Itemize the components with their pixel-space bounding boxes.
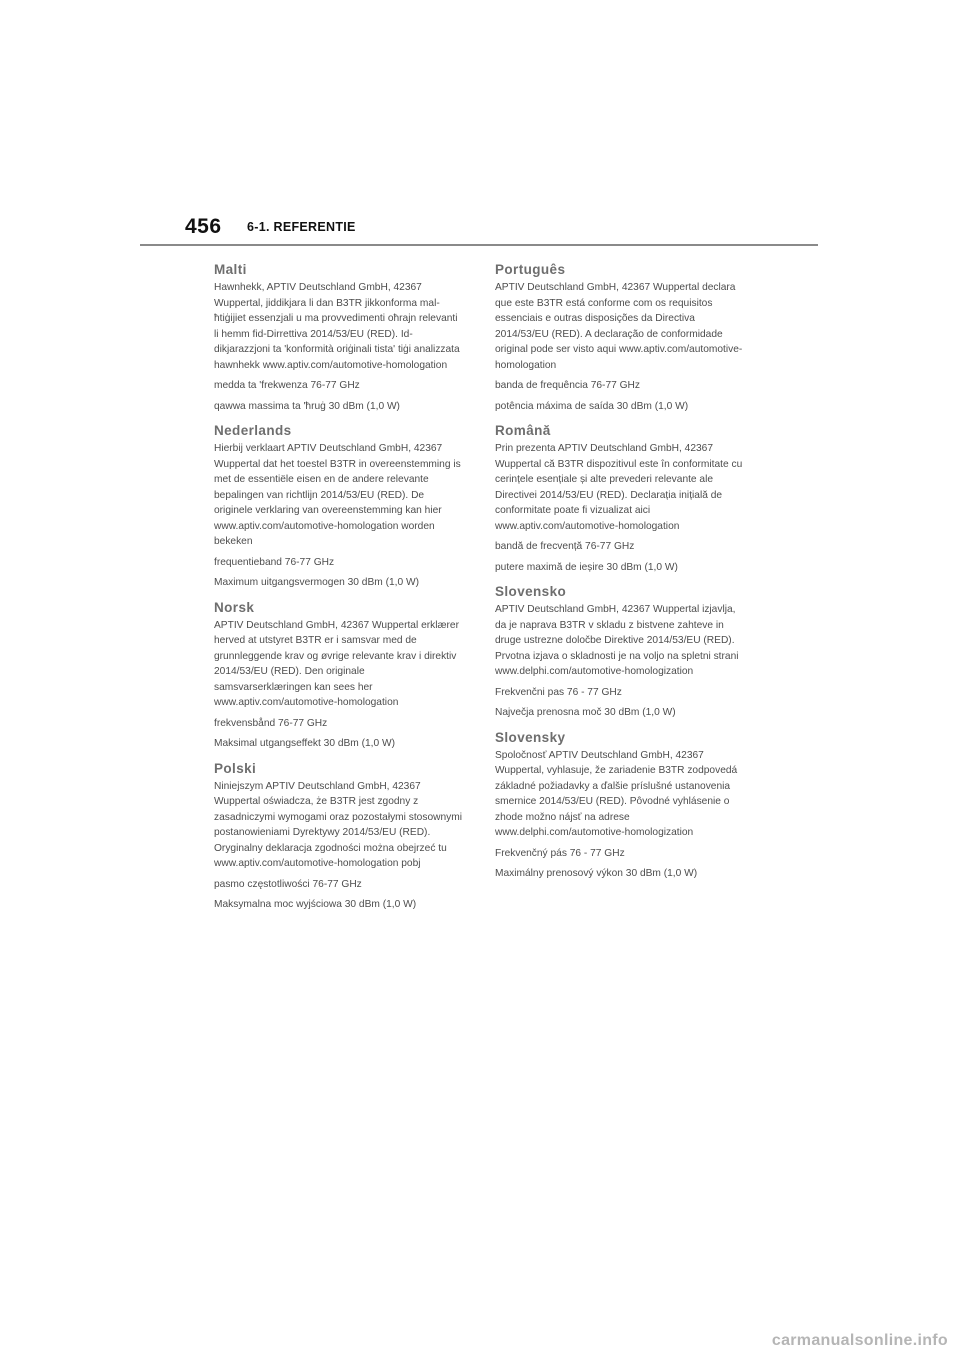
lang-block-norsk (214, 600, 464, 752)
left-column (214, 262, 464, 922)
lang-body: Niniejszym APTIV Deutschland GmbH, 42367 Wuppertal oświadcza, że B3TR jest zgodny z zasadniczymi wymogami oraz pozostałymi stosownymi postanowieniami Dyrektywy 2014/53/EU (RED). Oryginalny deklaracja zgodności można obejrzeć tu www.aptiv.com/automotive-homologation pobj (214, 780, 462, 869)
lang-block-malti (214, 262, 464, 414)
lang-title: Português (495, 262, 566, 277)
page-number: 456 (185, 215, 222, 238)
frequency-spec: medda ta 'frekwenza 76-77 GHz (214, 380, 360, 391)
lang-title: Slovensko (495, 584, 567, 599)
section-header: 6-1. REFERENTIE (247, 220, 356, 234)
power-spec: potência máxima de saída 30 dBm (1,0 W) (495, 400, 689, 412)
watermark: carmanualsonline.info (771, 1332, 948, 1349)
frequency-spec: pasmo częstotliwości 76-77 GHz (214, 878, 362, 890)
lang-body: APTIV Deutschland GmbH, 42367 Wuppertal declara que este B3TR está conforme com os requisitos essenciais e outras disposições da Directiva 2014/53/EU (RED). A declaração de conformidade original pode ser visto aqui www.aptiv.com/automotive-homologation (495, 282, 743, 371)
lang-body: Prin prezenta APTIV Deutschland GmbH, 42367 Wuppertal că B3TR dispozitivul este în conformitate cu cerințele esențiale și alte prevederi relevante ale Directivei 2014/53/EU (RED). Declarația inițială de conformitate poate fi vizualizat aici www.aptiv.com/automotive-homologation (495, 443, 743, 532)
lang-title: Polski (214, 760, 257, 776)
power-spec: Največja prenosna moč 30 dBm (1,0 W) (495, 707, 676, 718)
right-column (495, 262, 745, 891)
power-spec: Maximálny prenosový výkon 30 dBm (1,0 W) (495, 868, 698, 879)
lang-title: Malti (214, 262, 247, 277)
lang-block-slovensko (495, 584, 745, 721)
lang-title: Norsk (214, 599, 255, 615)
lang-block-romana (495, 423, 745, 575)
power-spec: putere maximă de ieșire 30 dBm (1,0 W) (495, 561, 678, 573)
power-spec: qawwa massima ta 'ħruġ 30 dBm (1,0 W) (214, 400, 400, 412)
power-spec: Maximum uitgangsvermogen 30 dBm (1,0 W) (214, 577, 419, 588)
lang-block-portugues (495, 262, 745, 414)
frequency-spec: bandă de frecvență 76-77 GHz (495, 541, 635, 552)
lang-body: Hawnhekk, APTIV Deutschland GmbH, 42367 Wuppertal, jiddikjara li dan B3TR jikkonforma mal-ħtiġijiet essenzjali u ma provvedimenti oħrajn relevanti li hemm fid-Dirrettiva 2014/53/EU (RED). Id-dikjarazzjoni ta 'konformità oriġinali tista' tiġi analizzata hawnhekk www.aptiv.com/automotive-homologation (214, 282, 460, 371)
frequency-spec: frequentieband 76-77 GHz (214, 556, 335, 568)
lang-title: Nederlands (214, 423, 292, 438)
header-rule (140, 244, 818, 246)
frequency-spec: frekvensbånd 76-77 GHz (214, 717, 328, 729)
lang-body: APTIV Deutschland GmbH, 42367 Wuppertal izjavlja, da je naprava B3TR v skladu z bistvene zahteve in druge ustrezne določbe Direktive 2014/53/EU (RED). Prvotna izjava o skladnosti je na voljo na spletni strani www.delphi.com/automotive-homologization (495, 604, 739, 677)
power-spec: Maksimal utgangseffekt 30 dBm (1,0 W) (214, 738, 395, 749)
lang-block-slovensky (495, 730, 745, 882)
lang-block-nederlands (214, 423, 464, 591)
lang-block-polski (214, 761, 464, 913)
lang-title: Slovensky (495, 729, 566, 745)
lang-title: Română (495, 423, 551, 438)
lang-body: APTIV Deutschland GmbH, 42367 Wuppertal erklærer herved at utstyret B3TR er i samsvar med de grunnleggende krav og øvrige relevante krav i direktiv 2014/53/EU (RED). Den originale samsvarserklæringen kan sees her www.aptiv.com/automotive-homologation (214, 619, 459, 708)
frequency-spec: Frekvenčný pás 76 - 77 GHz (495, 847, 625, 859)
lang-body: Hierbij verklaart APTIV Deutschland GmbH, 42367 Wuppertal dat het toestel B3TR in overeenstemming is met de essentiële eisen en de andere relevante bepalingen van richtlijn 2014/53/EU (RED). De originele verklaring van overeenstemming kan hier www.aptiv.com/automotive-homologation worden bekeken (214, 443, 461, 547)
frequency-spec: banda de frequência 76-77 GHz (495, 380, 640, 391)
power-spec: Maksymalna moc wyjściowa 30 dBm (1,0 W) (214, 899, 417, 910)
frequency-spec: Frekvenčni pas 76 - 77 GHz (495, 686, 622, 698)
lang-body: Spoločnosť APTIV Deutschland GmbH, 42367 Wuppertal, vyhlasuje, že zariadenie B3TR zodpovedá základné požiadavky a ďalšie príslušné ustanovenia smernice 2014/53/EU (RED). Pôvodné vyhlásenie o zhode možno nájsť na adrese www.delphi.com/automotive-homologization (495, 749, 738, 838)
